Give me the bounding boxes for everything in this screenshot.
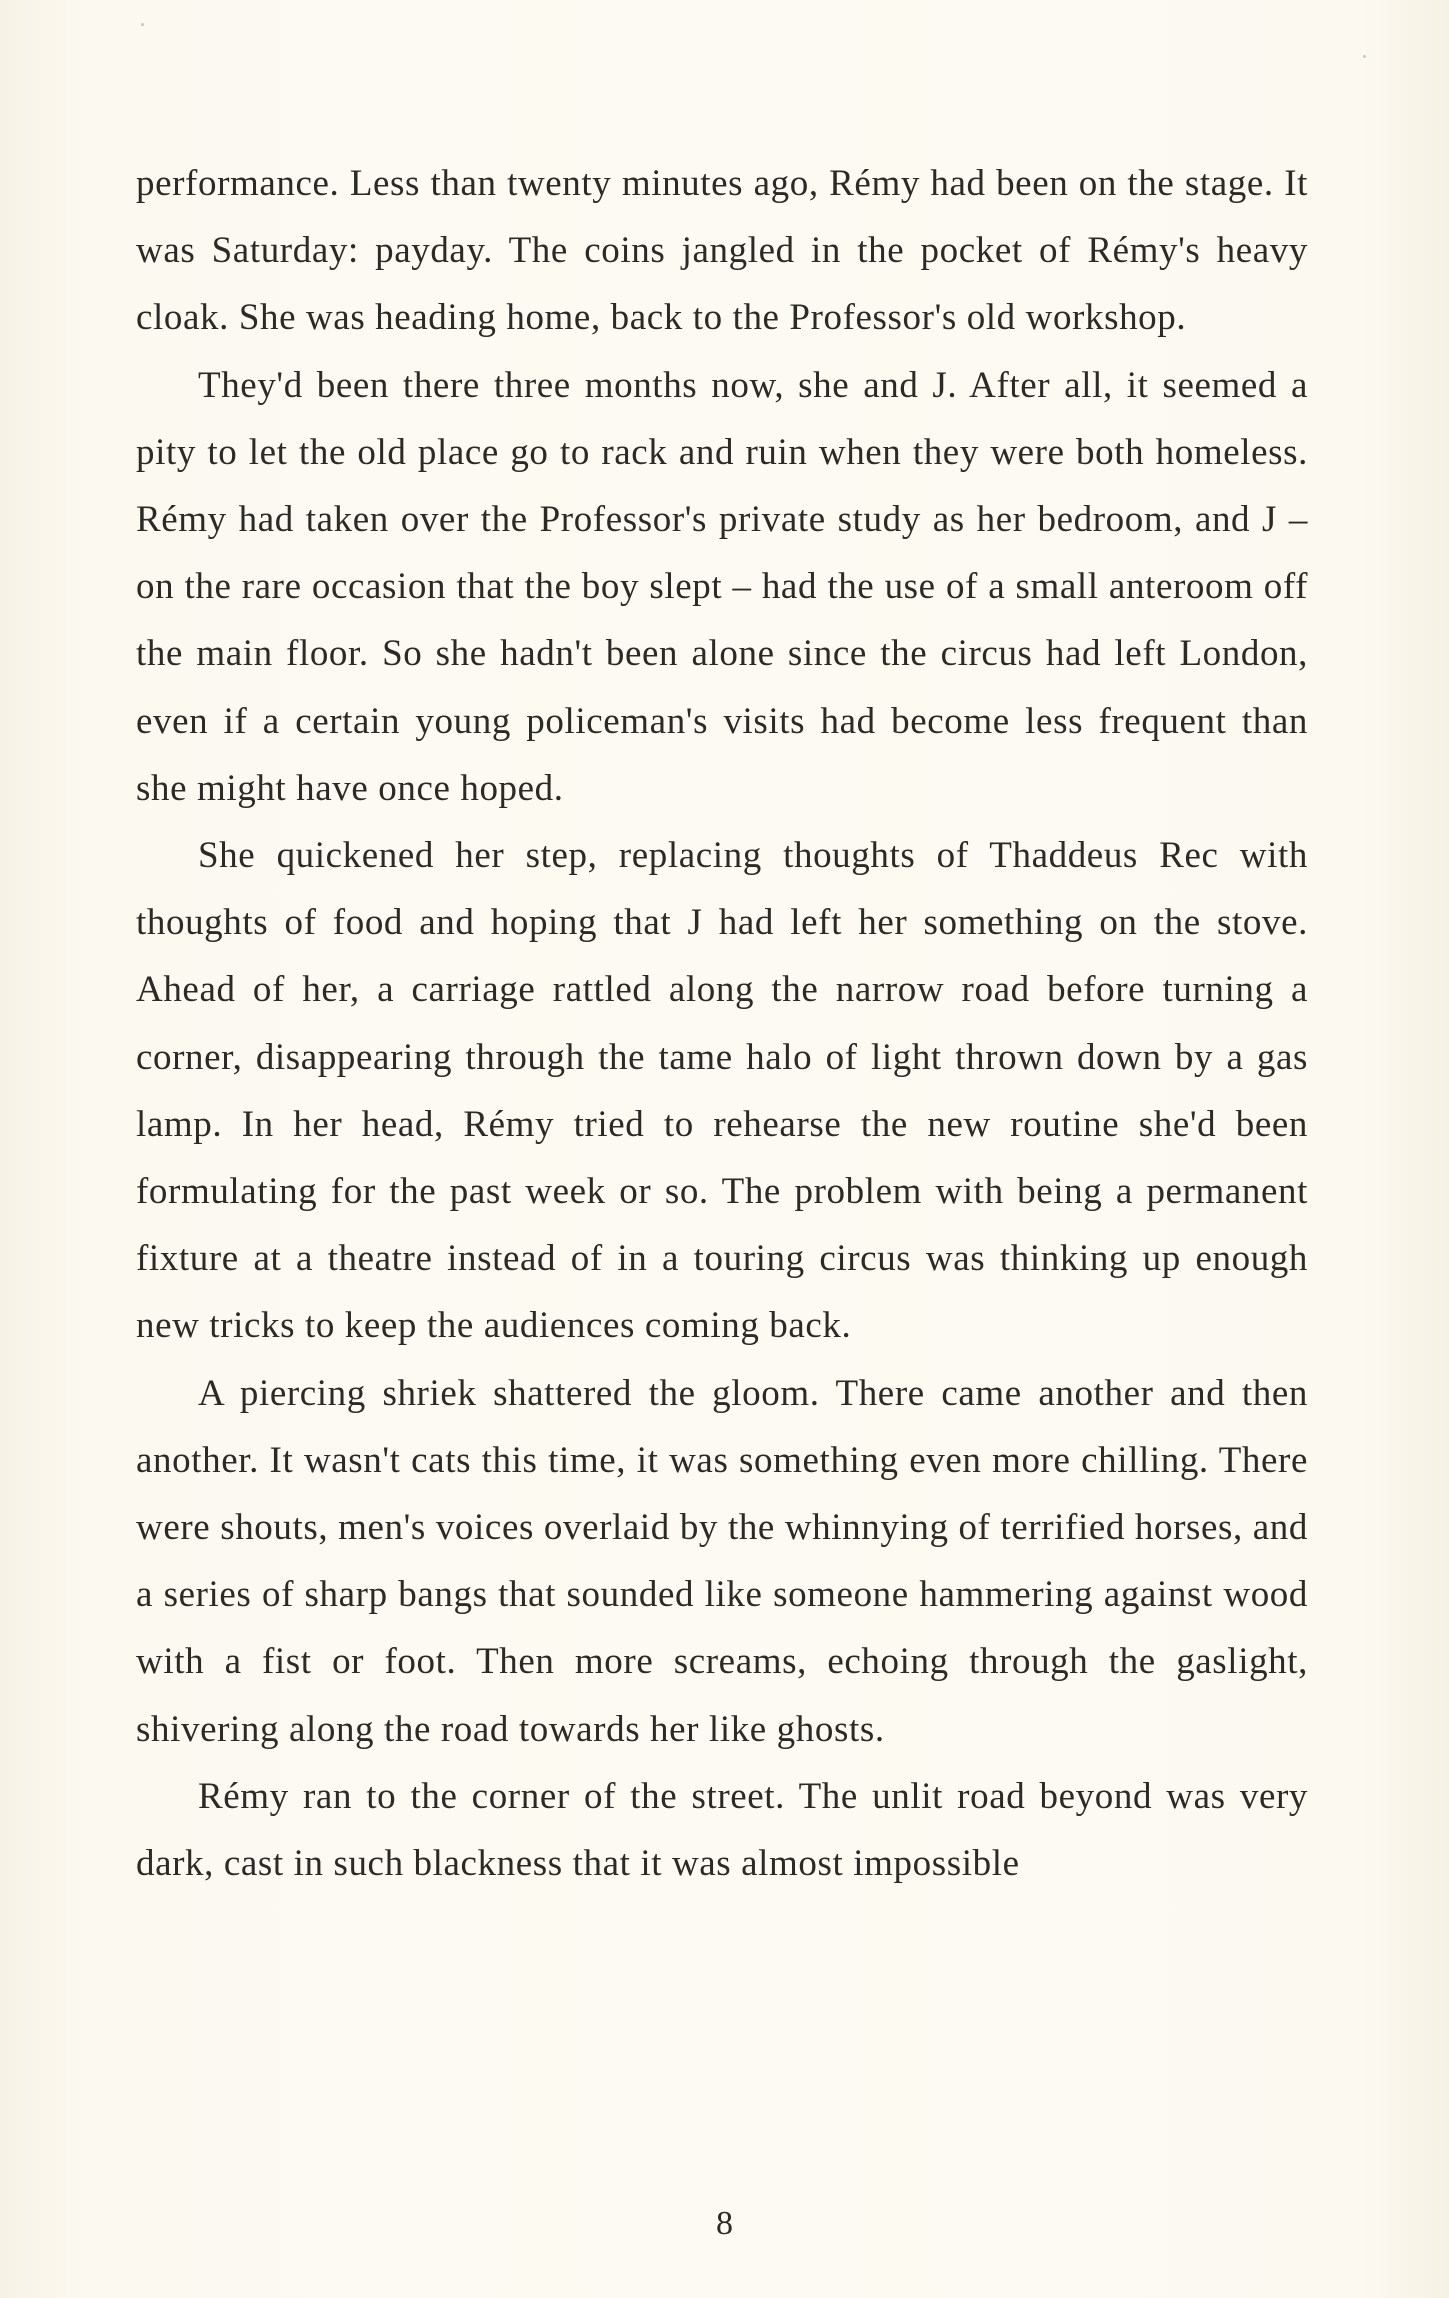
paragraph-3: She quickened her step, replacing thoughts of Thaddeus Rec with thoughts of food and hoping that J had left her something on the stove. Ahead of her, a carriage rattled along the narrow road before turning a corner, disappearing through the tame halo of light thrown down by a gas lamp. In her head, Rémy tried to rehearse the new routine she'd been formulating for the past week or so. The problem with being a permanent fixture at a theatre instead of in a touring circus was thinking up enough new tricks to keep the audiences coming back. bbox=[136, 835, 1308, 1347]
paragraph-2: They'd been there three months now, she and J. After all, it seemed a pity to let the old place go to rack and ruin when they were both homeless. Rémy had taken over the Professor's private study as her bedroom, and J – on the rare occasion that the boy slept – had the use of a small anteroom off the main floor. So she hadn't been alone since the circus had left London, even if a certain young policeman's visits had become less frequent than she might have once hoped. bbox=[136, 364, 1308, 809]
paragraph-4: A piercing shriek shattered the gloom. There came another and then another. It wasn't cats this time, it was something even more chilling. There were shouts, men's voices overlaid by the whinnying of terrified horses, and a series of sharp bangs that sounded like someone hammering against wood with a fist or foot. Then more screams, echoing through the gaslight, shivering along the road towards her like ghosts. bbox=[136, 1372, 1308, 1750]
page-number: 8 bbox=[716, 2205, 733, 2242]
paper-speck bbox=[141, 23, 144, 26]
paragraph-1: performance. Less than twenty minutes ago, Rémy had been on the stage. It was Saturday: payday. The coins jangled in the pocket of Rémy's heavy cloak. She was heading home, back to the Professor's old workshop. bbox=[136, 163, 1308, 339]
paragraph-5: Rémy ran to the corner of the street. The unlit road beyond was very dark, cast in such blackness that it was almost impossible bbox=[136, 1775, 1308, 1885]
paper-speck bbox=[1363, 55, 1366, 58]
body-text bbox=[136, 150, 1308, 1897]
